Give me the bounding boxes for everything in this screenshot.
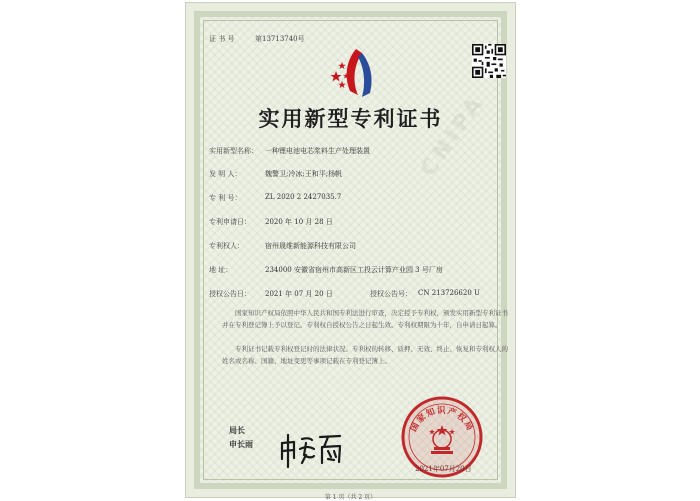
certificate-number-value: 第13713740号 — [255, 35, 305, 43]
announcement-number-value: CN 213726620 U — [418, 289, 480, 297]
field-label-name: 实用新型名称： — [209, 147, 258, 155]
field-value-grant-date: 2021 年 07 月 20 日 — [265, 290, 333, 298]
field-label-grant-date: 授权公告日： — [209, 290, 251, 298]
qr-code-icon — [472, 44, 506, 78]
patent-certificate — [185, 2, 516, 501]
field-value-address: 234000 安徽省宿州市高新区工投云计算产业园 3 号厂房 — [265, 266, 443, 274]
certificate-frame — [194, 11, 508, 501]
officer-name: 申长雨 — [229, 440, 253, 449]
officer-title: 局长 — [229, 426, 245, 435]
field-label-inventor: 发 明 人： — [209, 170, 242, 178]
field-value-inventor: 魏警卫;冷冰;王和平;杨帆 — [265, 170, 343, 178]
announcement-number-label: 授权公告号： — [370, 290, 412, 298]
seal-text: 国家知识产权局 — [408, 406, 476, 434]
certificate-title: 实用新型专利证书 — [258, 106, 443, 131]
certificate-paragraph-legal-status: 专利证书记载专利权登记时的法律状况。专利权的转移、质押、无效、终止、恢复和专利权人的姓名或名称、国籍、地址变更等事项记载在专利登记簿上。 — [222, 345, 508, 365]
field-label-patentee: 专利权人： — [209, 242, 244, 250]
field-label-application-date: 专利申请日： — [209, 218, 251, 226]
certificate-paragraph-grant: 国家知识产权局依照中华人民共和国专利法进行审查，决定授予专利权，颁发实用新型专利证书并在专利登记簿上予以登记。专利权自授权公告之日起生效。专利权期限为十年，自申请日起算。 — [222, 309, 508, 329]
page-indicator: 第 1 页（共 2 页） — [324, 494, 377, 501]
commissioner-signature — [276, 429, 346, 469]
field-value-patentee: 宿州晟维新能源科技有限公司 — [265, 242, 356, 250]
field-label-address: 地 址： — [209, 266, 233, 274]
field-value-patent-number: ZL 2020 2 2427035.7 — [265, 193, 342, 201]
field-value-application-date: 2020 年 10 月 28 日 — [265, 218, 333, 226]
field-label-patent-number: 专 利 号： — [209, 194, 242, 202]
cnipa-logo-icon — [326, 47, 388, 101]
field-value-name: 一种锂电池电芯浆料生产处理装置 — [265, 147, 370, 155]
seal-date: 2021年07月20日 — [415, 465, 472, 473]
certificate-number-label: 证 书 号 — [209, 35, 235, 43]
cnipa-watermark: CNIPA — [416, 90, 491, 182]
